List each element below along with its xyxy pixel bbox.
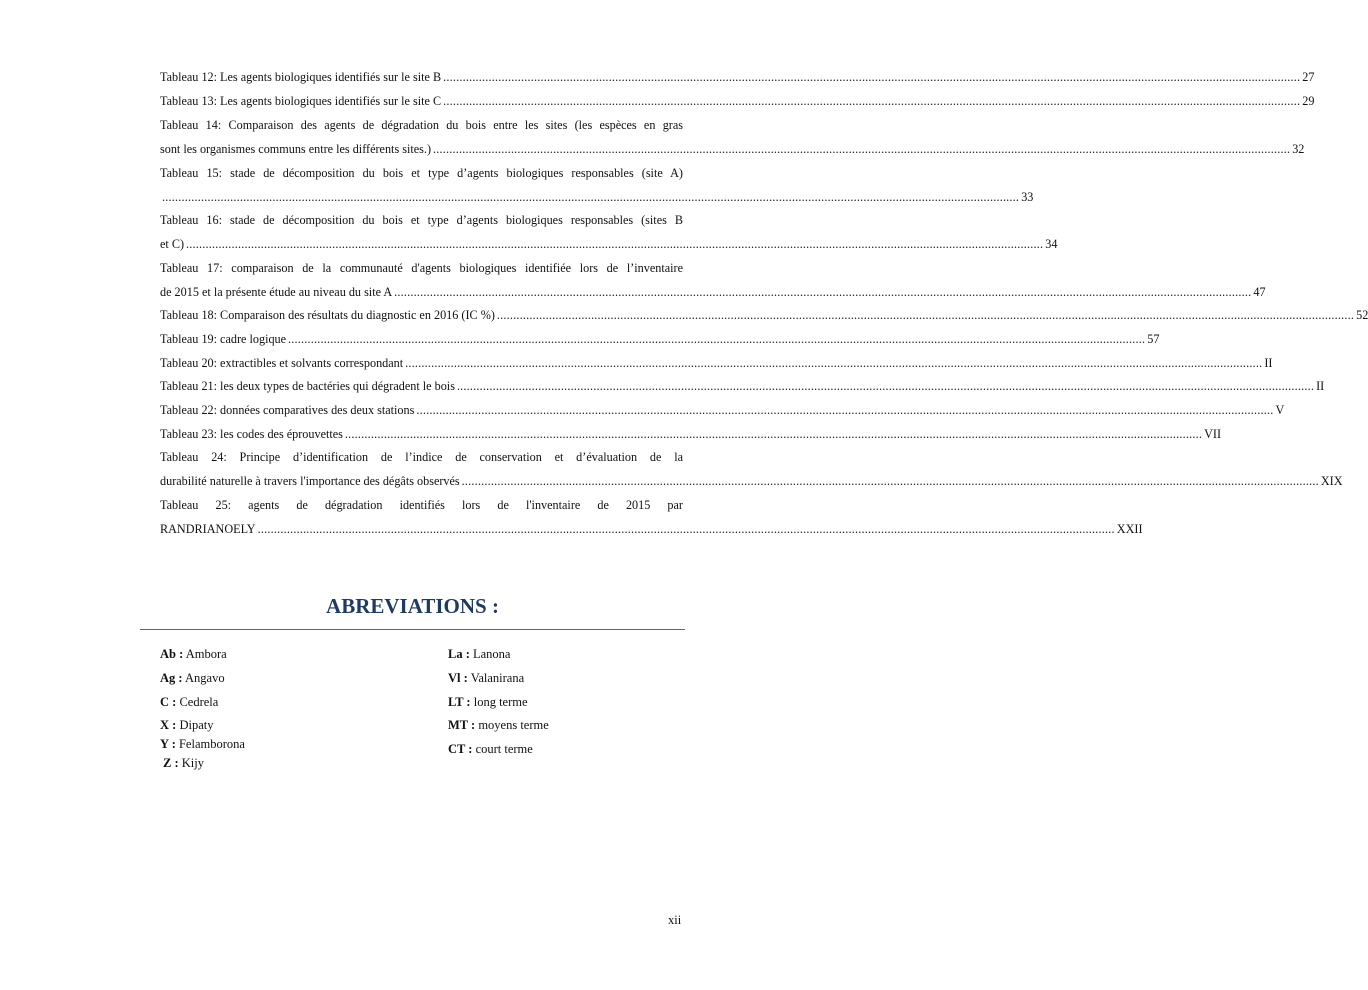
abbreviation-meaning: Dipaty	[179, 718, 214, 732]
abbreviation-code: Ag :	[160, 671, 183, 685]
abbreviation-code: LT :	[448, 695, 471, 709]
toc-page-number: XIX	[1320, 473, 1343, 488]
toc-entry-24[interactable]	[160, 446, 1343, 493]
abbreviation-meaning: Angavo	[185, 671, 225, 685]
toc-page-number: 57	[1147, 332, 1160, 346]
abbreviation-code: La :	[448, 647, 470, 661]
toc-entry-text: Tableau 13: Les agents biologiques identifiés sur le site C	[160, 94, 442, 108]
toc-page-number: II	[1316, 379, 1325, 393]
toc-entry-12[interactable]	[160, 66, 1315, 90]
abbreviation-meaning: Ambora	[185, 647, 227, 661]
toc-entry-text: Tableau 23: les codes des éprouvettes	[160, 427, 343, 441]
abbreviation-meaning: Kijy	[181, 756, 204, 770]
section-heading-abreviations: ABREVIATIONS :	[326, 594, 499, 618]
toc-entry-17[interactable]	[160, 257, 1266, 304]
abbreviation-code: Y :	[160, 737, 176, 751]
abbreviation-code: Vl :	[448, 671, 468, 685]
heading-divider	[140, 629, 685, 630]
toc-page-number: V	[1275, 403, 1285, 417]
toc-entry-text-cont: sont les organismes communs entre les différents sites.)	[160, 141, 432, 156]
toc-page-number: 34	[1045, 236, 1058, 251]
toc-entry-text: Tableau 12: Les agents biologiques identifiés sur le site B	[160, 70, 442, 84]
toc-entry-text: Tableau 24: Principe d’identification de l’indice de conservation et d’évaluation de la	[160, 450, 683, 464]
abbreviation-item	[163, 754, 204, 772]
toc-entry-text-cont: et C)	[160, 236, 185, 251]
abbreviation-meaning: moyens terme	[478, 718, 549, 732]
toc-entry-text-cont: durabilité naturelle à travers l'importance des dégâts observés	[160, 473, 460, 488]
toc-page-number: XXII	[1116, 521, 1143, 536]
abbreviation-meaning: Felamborona	[178, 737, 245, 751]
abbreviation-code: CT :	[448, 742, 473, 756]
toc-entry-19[interactable]	[160, 328, 1160, 352]
page-number: xii	[668, 913, 682, 927]
toc-entry-16[interactable]	[160, 209, 1058, 256]
toc-page-number: 33	[1021, 189, 1034, 204]
abbreviation-item	[160, 669, 225, 687]
toc-entry-text: Tableau 22: données comparatives des deux stations	[160, 403, 415, 417]
toc-entry-text: Tableau 19: cadre logique	[160, 332, 287, 346]
toc-entry-23[interactable]	[160, 423, 1222, 447]
toc-page-number: VII	[1204, 427, 1222, 441]
abbreviation-item	[448, 693, 528, 711]
abbreviation-meaning: Valanirana	[470, 671, 525, 685]
toc-entry-text: Tableau 15: stade de décomposition du bois et type d’agents biologiques responsables (site A)	[160, 166, 683, 180]
toc-page-number: 29	[1302, 94, 1315, 108]
toc-entry-15[interactable]	[160, 162, 1034, 209]
abbreviation-code: Ab :	[160, 647, 184, 661]
toc-entry-text-cont: RANDRIANOELY	[160, 521, 256, 536]
abbreviation-item	[448, 740, 533, 758]
toc-page-number: 27	[1302, 70, 1315, 84]
toc-page-number: II	[1264, 356, 1273, 370]
toc-entry-text: Tableau 21: les deux types de bactéries qui dégradent le bois	[160, 379, 455, 393]
abbreviation-code: MT :	[448, 718, 476, 732]
abbreviation-meaning: Lanona	[473, 647, 511, 661]
toc-entry-20[interactable]	[160, 352, 1273, 376]
abbreviation-item	[160, 735, 245, 753]
toc-entry-14[interactable]	[160, 114, 1305, 161]
toc-entry-text: Tableau 16: stade de décomposition du bois et type d’agents biologiques responsables (sites B	[160, 213, 683, 227]
abbreviation-meaning: court terme	[475, 742, 533, 756]
toc-page-number: 52	[1356, 308, 1368, 322]
toc-entry-text: Tableau 18: Comparaison des résultats du diagnostic en 2016 (IC %)	[160, 308, 495, 322]
toc-entry-text-cont: de 2015 et la présente étude au niveau du site A	[160, 284, 393, 299]
toc-entry-22[interactable]	[160, 399, 1285, 423]
abbreviation-item	[160, 716, 213, 734]
abbreviation-item	[160, 645, 227, 663]
abbreviation-code: X :	[160, 718, 177, 732]
abbreviation-item	[160, 693, 218, 711]
abbreviation-meaning: long terme	[473, 695, 528, 709]
toc-page-number: 47	[1253, 284, 1266, 299]
abbreviation-item	[448, 716, 549, 734]
toc-entry-18[interactable]	[160, 304, 1368, 328]
toc-entry-25[interactable]	[160, 494, 1143, 541]
abbreviation-code: Z :	[163, 756, 179, 770]
toc-entry-13[interactable]	[160, 90, 1315, 114]
abbreviation-meaning: Cedrela	[179, 695, 219, 709]
toc-entry-text: Tableau 17: comparaison de la communauté d'agents biologiques identifiée lors de l’inventaire	[160, 261, 683, 275]
toc-entry-21[interactable]	[160, 375, 1325, 399]
abbreviation-code: C :	[160, 695, 177, 709]
toc-entry-text: Tableau 20: extractibles et solvants correspondant	[160, 356, 404, 370]
abbreviation-item	[448, 669, 524, 687]
toc-page-number: 32	[1292, 141, 1305, 156]
toc-entry-text: Tableau 25: agents de dégradation identifiés lors de l'inventaire de 2015 par	[160, 498, 683, 512]
abbreviation-item	[448, 645, 510, 663]
toc-entry-text: Tableau 14: Comparaison des agents de dégradation du bois entre les sites (les espèces en gras	[160, 118, 683, 132]
